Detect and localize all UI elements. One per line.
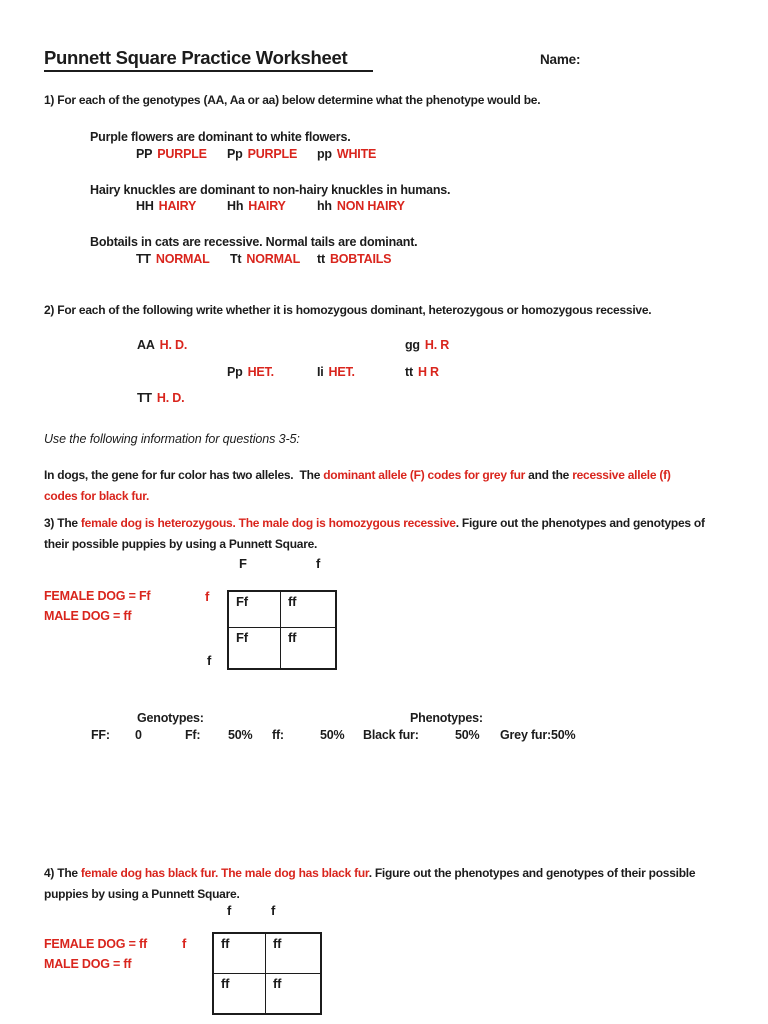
q3-col-header-f: f xyxy=(316,556,321,571)
q1-statement-knuckles: Hairy knuckles are dominant to non-hairy knuckles in humans. xyxy=(90,183,451,197)
q4-col-header-f1: f xyxy=(227,903,232,918)
name-label: Name: xyxy=(540,52,581,67)
result-pair-grey-fur xyxy=(500,728,575,742)
q3-condition: female dog is heterozygous. The male dog is homozygous recessive xyxy=(80,516,456,530)
punnett-cell: Ff xyxy=(229,628,281,668)
result-label-grey-fur: Grey fur: xyxy=(500,728,551,742)
q3-row-label-bottom: f xyxy=(207,653,212,668)
q1-answer-pair xyxy=(317,199,405,213)
q1-answer-pair xyxy=(136,147,207,161)
q1-statement-bobtails: Bobtails in cats are recessive. Normal tails are dominant. xyxy=(90,235,418,249)
zygosity-answer: H. R xyxy=(424,338,450,352)
genotype-label: Hh xyxy=(227,199,244,213)
punnett-cell: ff xyxy=(273,976,282,991)
phenotypes-label: Phenotypes: xyxy=(410,711,483,725)
punnett-cell: ff xyxy=(288,630,297,645)
q4-male-dog-label: MALE DOG = ff xyxy=(44,957,132,971)
q4-female-dog-label: FEMALE DOG = ff xyxy=(44,937,147,951)
genotype-label: Pp xyxy=(227,365,243,379)
q4-condition: female dog has black fur. The male dog has black fur xyxy=(80,866,369,880)
q2-prompt: 2) For each of the following write whether it is homozygous dominant, heterozygous or homozygous recessive. xyxy=(44,303,652,317)
phenotype-answer: NON HAIRY xyxy=(336,199,405,213)
q1-answer-pair xyxy=(136,252,210,266)
q2-item xyxy=(137,391,184,405)
q4-prompt-line-1 xyxy=(44,866,695,881)
genotype-label: Ii xyxy=(317,365,324,379)
result-value-Ff: 50% xyxy=(228,728,253,742)
intro-text: and the xyxy=(525,468,573,482)
genotype-label: tt xyxy=(317,252,325,266)
genotype-label: PP xyxy=(136,147,153,161)
q1-answer-pair xyxy=(136,199,196,213)
q2-item xyxy=(227,365,274,379)
intro-recessive-allele: recessive allele (f) xyxy=(572,468,671,482)
q3-prompt-line-1 xyxy=(44,516,705,531)
zygosity-answer: H. D. xyxy=(156,391,185,405)
phenotype-answer: PURPLE xyxy=(157,147,207,161)
phenotype-answer: BOBTAILS xyxy=(329,252,392,266)
q4-col-header-f2: f xyxy=(271,903,276,918)
zygosity-answer: H. D. xyxy=(159,338,188,352)
note-line: Use the following information for questions 3-5: xyxy=(44,432,300,446)
intro-dominant-allele: dominant allele (F) codes for grey fur xyxy=(323,468,526,482)
genotype-label: gg xyxy=(405,338,420,352)
q3-male-dog-label: MALE DOG = ff xyxy=(44,609,132,623)
genotype-label: pp xyxy=(317,147,332,161)
punnett-cell: ff xyxy=(266,934,320,974)
q3-text: . Figure out the phenotypes and genotypes of xyxy=(455,516,705,530)
q1-answer-pair xyxy=(227,147,297,161)
genotype-label: HH xyxy=(136,199,154,213)
genotype-label: TT xyxy=(136,252,151,266)
q1-prompt: 1) For each of the genotypes (AA, Aa or aa) below determine what the phenotype would be. xyxy=(44,93,541,107)
phenotype-answer: NORMAL xyxy=(246,252,301,266)
q4-text: . Figure out the phenotypes and genotypes of their possible xyxy=(368,866,696,880)
punnett-cell: Ff xyxy=(229,592,281,628)
phenotype-answer: HAIRY xyxy=(248,199,286,213)
phenotype-answer: NORMAL xyxy=(155,252,210,266)
q2-item xyxy=(137,338,187,352)
result-value-FF: 0 xyxy=(135,728,142,742)
q1-statement-flowers: Purple flowers are dominant to white flowers. xyxy=(90,130,351,144)
q2-item xyxy=(405,365,439,379)
result-value-black-fur: 50% xyxy=(455,728,480,742)
intro-line-1 xyxy=(44,468,671,483)
punnett-square-q3 xyxy=(227,590,337,670)
q4-row-label-top: f xyxy=(182,936,187,951)
intro-text: In dogs, the gene for fur color has two alleles. The xyxy=(44,468,324,482)
q3-col-header-F: F xyxy=(239,556,247,571)
zygosity-answer: HET. xyxy=(247,365,274,379)
genotype-label: Pp xyxy=(227,147,243,161)
q3-female-dog-label: FEMALE DOG = Ff xyxy=(44,589,151,603)
phenotype-answer: PURPLE xyxy=(247,147,298,161)
genotypes-label: Genotypes: xyxy=(137,711,204,725)
q1-answer-pair xyxy=(317,147,376,161)
page-title: Punnett Square Practice Worksheet xyxy=(44,47,373,72)
zygosity-answer: H R xyxy=(417,365,439,379)
q3-text: 3) The xyxy=(44,516,81,530)
result-label-ff: ff: xyxy=(272,728,284,742)
genotype-label: AA xyxy=(137,338,155,352)
result-value-grey-fur: 50% xyxy=(551,728,576,742)
q1-answer-pair xyxy=(317,252,391,266)
zygosity-answer: HET. xyxy=(328,365,355,379)
result-value-ff: 50% xyxy=(320,728,345,742)
genotype-label: tt xyxy=(405,365,413,379)
punnett-square-q4 xyxy=(212,932,322,1015)
q1-answer-pair xyxy=(227,199,286,213)
phenotype-answer: HAIRY xyxy=(158,199,197,213)
intro-line-2: codes for black fur. xyxy=(44,489,150,503)
result-label-Ff: Ff: xyxy=(185,728,201,742)
result-label-FF: FF: xyxy=(91,728,110,742)
q2-item xyxy=(405,338,449,352)
genotype-label: TT xyxy=(137,391,152,405)
q3-prompt-line-2: their possible puppies by using a Punnett Square. xyxy=(44,537,318,551)
genotype-label: Tt xyxy=(230,252,242,266)
punnett-cell: ff xyxy=(281,592,335,628)
punnett-cell: ff xyxy=(214,934,266,974)
q3-row-label-top: f xyxy=(205,589,210,604)
q2-item xyxy=(317,365,355,379)
q4-text: 4) The xyxy=(44,866,81,880)
q1-answer-pair xyxy=(230,252,300,266)
q4-prompt-line-2: puppies by using a Punnett Square. xyxy=(44,887,240,901)
punnett-cell: ff xyxy=(214,974,266,1013)
genotype-label: hh xyxy=(317,199,332,213)
phenotype-answer: WHITE xyxy=(336,147,377,161)
result-label-black-fur: Black fur: xyxy=(363,728,419,742)
